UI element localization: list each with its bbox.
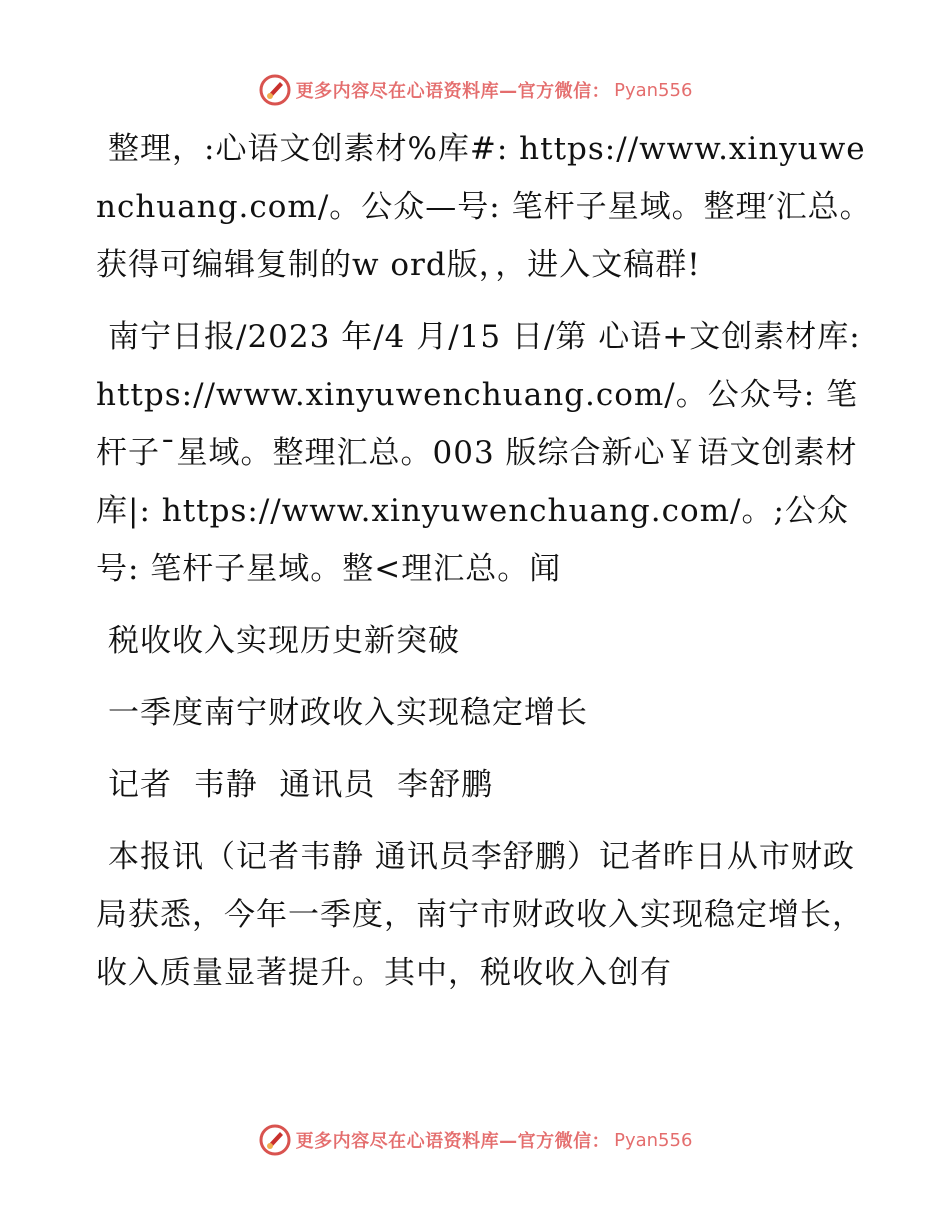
paragraph-source: 南宁日报/2023 年/4 月/15 日/第 心语+文创素材库: https://www.xinyuwenchuang.com/。公众号: 笔杆子¯星域。整理汇总。003 版综合新心￥语文创素材库|: https://www.xinyuwenchuang.com/。;公众号: 笔杆子星域。整<理汇总。闻 — [96, 319, 861, 587]
paragraph-intro: 整理，:心语文创素材%库#: https://www.xinyuwenchuang.com/。公众—号: 笔杆子星域。整理′汇总。获得可编辑复制的w ord版，，进入文稿群! — [96, 131, 872, 283]
banner-wechat-id: Pyan556 — [614, 79, 693, 101]
logo-icon — [258, 1123, 292, 1157]
banner-text: 更多内容尽在心语资料库—官方微信： — [295, 81, 611, 102]
footer-banner — [0, 1118, 950, 1162]
headline-sub: 一季度南宁财政收入实现稳定增长 — [108, 695, 588, 731]
banner-text: 更多内容尽在心语资料库—官方微信： — [295, 1131, 611, 1152]
logo-icon — [258, 73, 292, 107]
document-body — [96, 120, 876, 1016]
paragraph-body: 本报讯（记者韦静 通讯员李舒鹏）记者昨日从市财政局获悉，今年一季度，南宁市财政收入实现稳定增长，收入质量显著提升。其中，税收收入创有 — [96, 839, 864, 991]
headline-main: 税收收入实现历史新突破 — [108, 623, 460, 659]
header-banner — [0, 68, 950, 112]
banner-wechat-id: Pyan556 — [614, 1129, 693, 1151]
byline: 记者 韦静 通讯员 李舒鹏 — [108, 767, 494, 803]
